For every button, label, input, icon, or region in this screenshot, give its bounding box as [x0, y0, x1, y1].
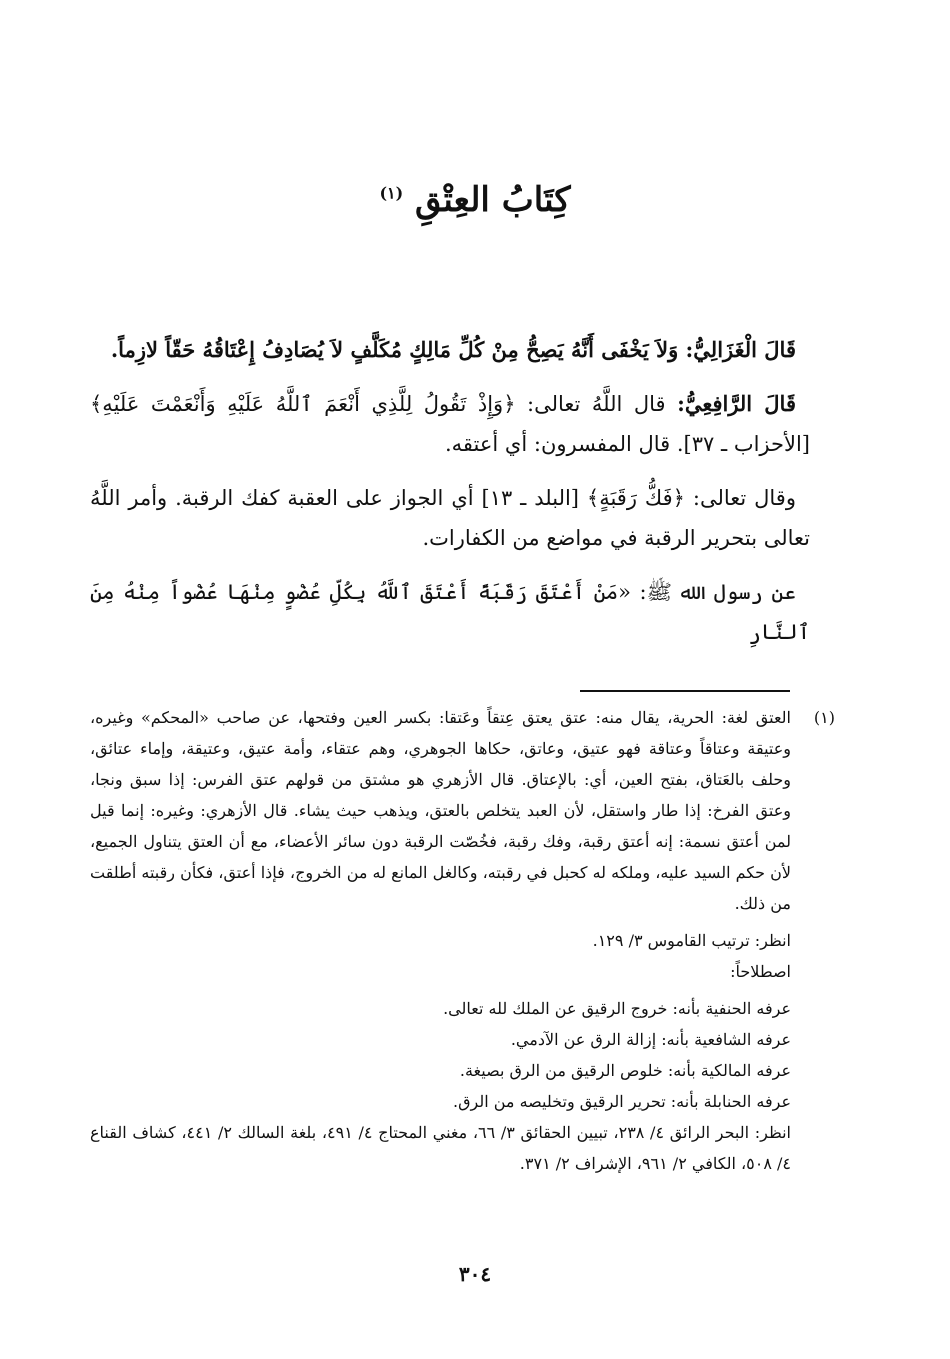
footnotes — [90, 702, 835, 1179]
paragraph-hadith — [90, 572, 810, 652]
paragraph-rafii — [90, 384, 810, 464]
paragraph-verse-balad — [90, 478, 810, 558]
chapter-title-text: كِتَابُ العِتْقِ — [415, 180, 571, 220]
paragraph-ghazali-text: وَلاَ يَخْفَى أَنَّهُ يَصِحُّ مِنْ كُلِّ مَالِكٍ مُكَلَّفٍ لاَ يُصَادِفُ إِعْتَاقُهُ حَقّاً لازِماً. — [110, 337, 686, 362]
footnote-1 — [90, 702, 835, 1179]
speaker-rafii: قَالَ الرَّافِعِيُّ: — [677, 391, 796, 416]
paragraph-rafii-text: قال اللَّهُ تعالى: ﴿وَإِذْ تَقُولُ لِلَّذِي أَنْعَمَ ٱللَّهُ عَلَيْهِ وَأَنْعَمْتَ عَلَيْهِ﴾ [الأحزاب ـ ٣٧]. قال المفسرون: أي أعتقه. — [90, 392, 810, 456]
footnote-references-fiqh: انظر: البحر الرائق ٤/ ٢٣٨، تبيين الحقائق ٣/ ٦٦، مغني المحتاج ٤/ ٤٩١، بلغة السالك ٢/ ٤٤١، كشاف القناع ٤/ ٥٠٨، الكافي ٢/ ٩٦١، الإشراف ٢/ ٣٧١. — [90, 1123, 791, 1173]
main-text — [90, 330, 810, 666]
paragraph-ghazali — [90, 330, 810, 370]
footnote-body — [90, 702, 791, 1179]
speaker-ghazali: قَالَ الْغَزَالِيُّ: — [685, 337, 796, 362]
footnote-number: (١) — [813, 708, 835, 727]
page-number: ٣٠٤ — [458, 1262, 492, 1286]
footnote-def-hanbali: عرفه الحنابلة بأنه: تحرير الرقيق وتخليصه من الرق. — [453, 1092, 791, 1111]
chapter-title-footnote-marker: (١) — [379, 183, 404, 203]
footnote-separator — [580, 690, 790, 692]
paragraph-hadith-text: عن رسول الله ﷺ: «مَنْ أَعْتَقَ رَقَبَةً أَعْتَقَ ٱللَّهُ بِكُلِّ عُضْوٍ مِنْهَا عُضْواً مِنْهُ مِنَ ٱلنَّارِ — [90, 580, 810, 644]
footnote-term-heading: اصطلاحاً: — [730, 962, 791, 981]
footnote-definition-lexical: العتق لغة: الحرية، يقال منه: عتق يعتق عِتقاً وعَتقا: بكسر العين وفتحها، عن صاحب «المحكم» وغيره، وعتيقة وعتاقاً وعتاقة فهو عتيق، وعاتق، حكاها الجوهري، وهم عتقاء، وأمة عتيق، وعتيقة، وإماء عتائق، وحلف بالعَتاق، بفتح العين، أي: بالإعتاق. قال الأزهري هو مشتق من قولهم عتق الفرس: إذا سبق ونجا، وعتق الفرخ: إذا طار واستقل، لأن العبد يتخلص بالعتق، ويذهب حيث يشاء. قال الأزهري: وغيره: إنما قيل لمن أعتق نسمة: إنه أعتق رقبة، وفك رقبة، فخُصّت الرقبة دون سائر الأعضاء، مع أن العتق يتناول الجميع، لأن حكم السيد عليه، وملكه له كحبل في رقبته، وكالغل المانع له من الخروج، فإذا أعتق، فكأن رقبته أطلقت من ذلك. — [90, 708, 792, 913]
footnote-reference-qamus: انظر: ترتيب القاموس ٣/ ١٢٩. — [592, 931, 791, 950]
paragraph-verse-balad-text: وقال تعالى: ﴿فَكُّ رَقَبَةٍ﴾ [البلد ـ ١٣] أي الجواز على العقبة كفك الرقبة. وأمر اللَّهُ تعالى بتحرير الرقبة في مواضع من الكفارات. — [90, 486, 810, 550]
footnote-def-maliki: عرفه المالكية بأنه: خلوص الرقيق من الرق بصيغة. — [459, 1061, 791, 1080]
footnote-def-hanafi: عرفه الحنفية بأنه: خروج الرقيق عن الملك لله تعالى. — [443, 999, 791, 1018]
footnote-def-shafii: عرفه الشافعية بأنه: إزالة الرق عن الآدمي. — [510, 1030, 791, 1049]
chapter-title — [0, 180, 950, 220]
